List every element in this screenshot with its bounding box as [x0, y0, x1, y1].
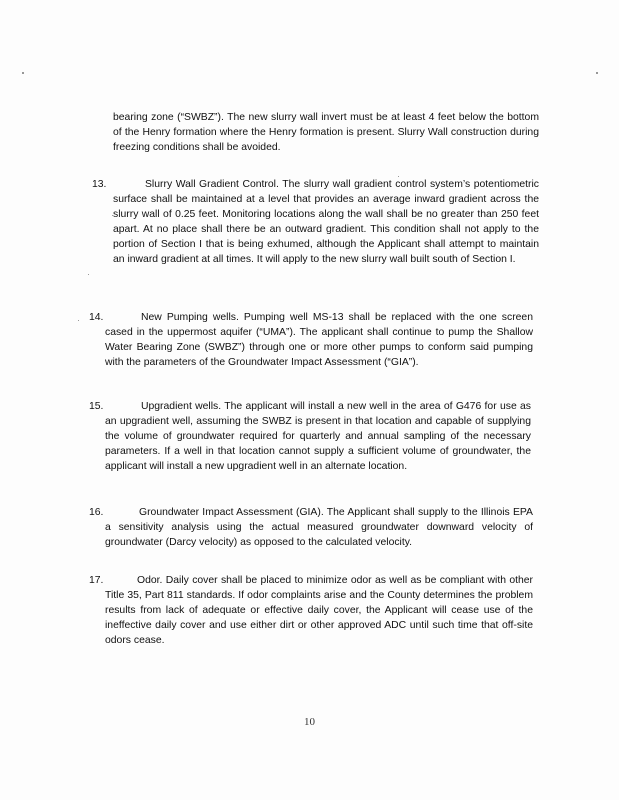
item-13-paragraph	[113, 177, 539, 267]
item-14-paragraph	[105, 310, 533, 370]
item-15-paragraph	[105, 399, 531, 474]
scan-speck	[78, 320, 79, 321]
item-13-body: The slurry wall gradient control system’s potentiometric surface shall be maintained at a level that provides an average inward gradient across the slurry wall of 0.25 feet. Monitoring locations along the wall shall be no greater than 250 feet apart. At no place shall there be an outward gradient. This condition shall not apply to the portion of Section I that is being exhumed, although the Applicant shall attempt to maintain an inward gradient at all times. It will apply to the new slurry wall built south of Section I.	[113, 179, 539, 265]
item-14-title: New Pumping wells.	[141, 312, 239, 323]
item-15-title: Upgradient wells.	[141, 401, 222, 412]
scan-speck	[596, 72, 598, 74]
item-16-title: Groundwater Impact Assessment (GIA).	[139, 507, 324, 518]
item-14-number: 14.	[89, 312, 104, 323]
item-15-number: 15.	[89, 401, 104, 412]
page-number: 10	[304, 716, 315, 728]
item-16-body: The Applicant shall supply to the Illinois EPA a sensitivity analysis using the actual measured groundwater downward velocity of groundwater (Darcy velocity) as opposed to the calculated velocity.	[105, 507, 533, 548]
item-15-body: The applicant will install a new well in the area of G476 for use as an upgradient well, assuming the SWBZ is present in that location and capable of supplying the volume of groundwater required for quarterly and annual sampling of the necessary parameters. If a well in that location cannot supply a sufficient volume of groundwater, the applicant will install a new upgradient well in an alternate location.	[105, 401, 532, 472]
item-17-number: 17.	[89, 575, 104, 586]
continuation-paragraph: bearing zone (“SWBZ”). The new slurry wall invert must be at least 4 feet below the bottom of the Henry formation where the Henry formation is present. Slurry Wall construction during freezing conditions shall be avoided.	[113, 112, 539, 153]
item-16-number: 16.	[89, 507, 104, 518]
item-17-title: Odor.	[137, 575, 163, 586]
item-16-paragraph	[105, 505, 533, 550]
item-14-body: Pumping well MS-13 shall be replaced with the one screen cased in the uppermost aquifer (“UMA”). The applicant shall continue to pump the Shallow Water Bearing Zone (SWBZ”) through one or more other pumps to conform said pumping with the parameters of the Groundwater Impact Assessment (“GIA”).	[105, 312, 533, 368]
scan-speck	[88, 274, 89, 275]
item-17-paragraph	[105, 573, 533, 648]
item-13-title: Slurry Wall Gradient Control.	[145, 179, 279, 190]
item-13-number: 13.	[92, 179, 107, 190]
scan-speck	[22, 72, 24, 74]
item-17-body: Daily cover shall be placed to minimize odor as well as be compliant with other Title 35, Part 811 standards. If odor complaints arise and the County determines the problem results from lack of adequate or effective daily cover, the Applicant will cease use of the ineffective daily cover and use either dirt or other approved ADC until such time that off-site odors cease.	[105, 575, 534, 646]
